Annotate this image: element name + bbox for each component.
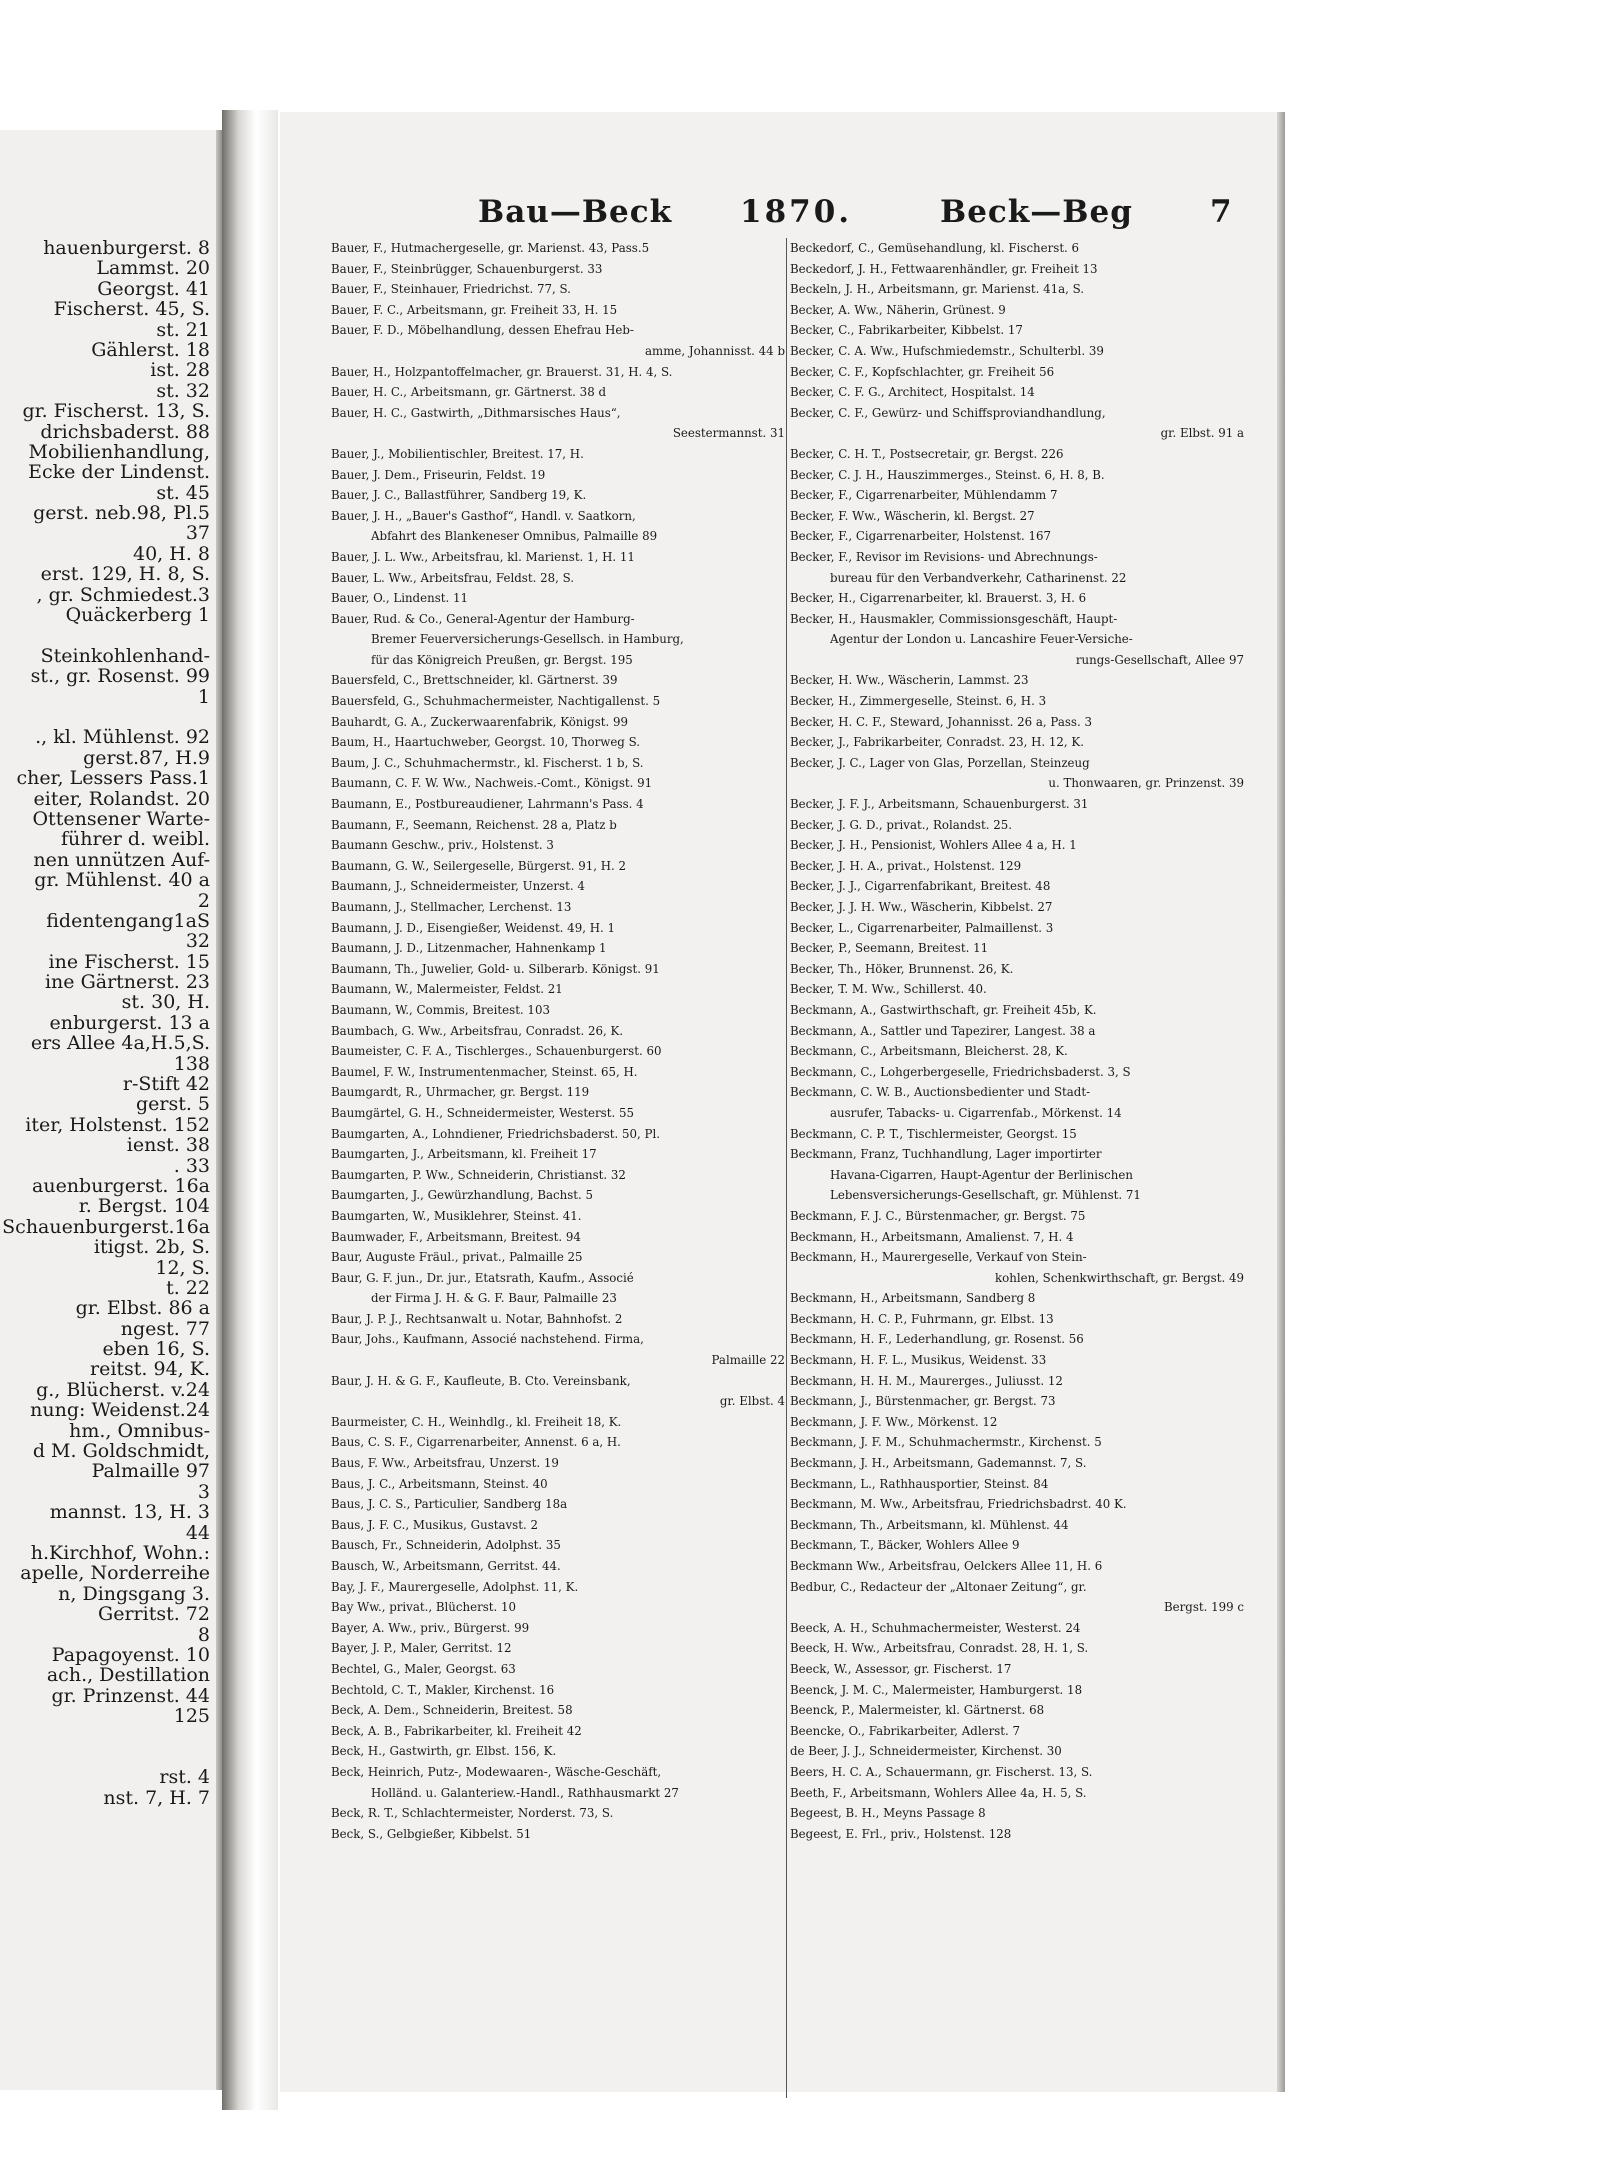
directory-entry: Beckmann, L., Rathhausportier, Steinst. 84 — [790, 1476, 1049, 1491]
previous-page-line: Mobilienhandlung, — [28, 440, 210, 463]
directory-entry: Baumann, J. D., Litzenmacher, Hahnenkamp 1 — [331, 941, 607, 956]
directory-entry: Becker, C. F., Gewürz- und Schiffsproviandhandlung, — [790, 405, 1106, 420]
previous-page-line: reitst. 94, K. — [90, 1358, 210, 1381]
directory-entry: Becker, C. J. H., Hauszimmerges., Steinst. 6, H. 8, B. — [790, 467, 1105, 482]
directory-entry: Begeest, B. H., Meyns Passage 8 — [790, 1806, 986, 1821]
directory-entry: Baumgarten, P. Ww., Schneiderin, Christianst. 32 — [331, 1167, 626, 1182]
previous-page-line: iter, Holstenst. 152 — [25, 1113, 210, 1136]
previous-page-line: d M. Goldschmidt, — [32, 1440, 210, 1463]
previous-page-line: ine Gärtnerst. 23 — [44, 971, 210, 994]
directory-entry: Beenck, P., Malermeister, kl. Gärtnerst. 68 — [790, 1703, 1045, 1718]
previous-page-line: st. 32 — [156, 379, 210, 402]
directory-entry: Becker, C. H. T., Postsecretair, gr. Bergst. 226 — [790, 446, 1064, 461]
directory-entry-continuation: Bergst. 199 c — [1163, 1600, 1244, 1615]
directory-entry: Baus, C. S. F., Cigarrenarbeiter, Annenst. 6 a, H. — [331, 1435, 621, 1450]
directory-entry: Becker, J. H., Pensionist, Wohlers Allee 4 a, H. 1 — [790, 838, 1077, 853]
directory-entry: Becker, J. F. J., Arbeitsmann, Schauenburgerst. 31 — [790, 797, 1089, 812]
directory-entry: Becker, T. M. Ww., Schillerst. 40. — [790, 982, 987, 997]
previous-page-line: nen unnützen Auf- — [33, 848, 210, 871]
directory-entry: Baur, Johs., Kaufmann, Associé nachstehend. Firma, — [331, 1332, 644, 1347]
previous-page-line: 125 — [173, 1705, 210, 1728]
directory-entry: Becker, C., Fabrikarbeiter, Kibbelst. 17 — [790, 323, 1023, 338]
previous-page-line: 32 — [185, 930, 210, 953]
directory-entry: Bauer, F., Steinbrügger, Schauenburgerst. 33 — [331, 261, 603, 276]
previous-page-line: st. 45 — [156, 481, 210, 504]
directory-entry: Beck, S., Gelbgießer, Kibbelst. 51 — [331, 1826, 532, 1841]
directory-entry: Becker, H., Hausmakler, Commissionsgeschäft, Haupt- — [790, 611, 1118, 626]
previous-page-line: ., kl. Mühlenst. 92 — [35, 726, 210, 749]
previous-page-line: 44 — [185, 1521, 210, 1544]
header-left-range: Bau—Beck — [478, 194, 673, 230]
directory-entry: Becker, A. Ww., Näherin, Grünest. 9 — [790, 302, 1006, 317]
directory-entry: Bay, J. F., Maurergeselle, Adolphst. 11, K. — [331, 1579, 579, 1594]
previous-page-line: Ottensener Warte- — [32, 807, 210, 830]
previous-page-line: ine Fischerst. 15 — [48, 950, 210, 973]
directory-entry: Baumann, W., Commis, Breitest. 103 — [331, 1002, 550, 1017]
directory-entry: Becker, F., Cigarrenarbeiter, Holstenst. 167 — [790, 529, 1051, 544]
previous-page-line: ach., Destillation — [46, 1664, 210, 1687]
directory-entry: Beckmann, J. F. M., Schuhmachermstr., Kirchenst. 5 — [790, 1435, 1102, 1450]
directory-entry: Bauer, J. L. Ww., Arbeitsfrau, kl. Marienst. 1, H. 11 — [331, 549, 635, 564]
directory-entry: Becker, C. F. G., Architect, Hospitalst. 14 — [790, 385, 1035, 400]
directory-entry-continuation: Holländ. u. Galanteriew.-Handl., Rathhausmarkt 27 — [371, 1785, 679, 1800]
directory-entry: Bauer, F., Steinhauer, Friedrichst. 77, S. — [331, 282, 571, 297]
previous-page-line: ngest. 77 — [120, 1317, 210, 1340]
previous-page-line: Gerritst. 72 — [98, 1603, 210, 1626]
previous-page-line: 40, H. 8 — [133, 542, 210, 565]
previous-page-line: Palmaille 97 — [91, 1460, 210, 1483]
directory-entry: Beckmann, H., Arbeitsmann, Amalienst. 7, H. 4 — [790, 1229, 1074, 1244]
previous-page-line: Fischerst. 45, S. — [53, 298, 210, 321]
directory-entry: Beckedorf, C., Gemüsehandlung, kl. Fischerst. 6 — [790, 241, 1080, 255]
directory-entry: Becker, J. J., Cigarrenfabrikant, Breitest. 48 — [790, 879, 1051, 894]
directory-entry-continuation: Seestermannst. 31 — [672, 426, 785, 441]
previous-page-line — [0, 625, 210, 645]
directory-entry: Becker, H., Zimmergeselle, Steinst. 6, H. 3 — [790, 694, 1047, 709]
directory-entry: Becker, F. Ww., Wäscherin, kl. Bergst. 27 — [790, 508, 1035, 523]
directory-entry: Baur, J. P. J., Rechtsanwalt u. Notar, Bahnhofst. 2 — [331, 1311, 623, 1326]
previous-page-line: ers Allee 4a,H.5,S. — [30, 1032, 210, 1055]
previous-page-line: Schauenburgerst.16a — [2, 1215, 210, 1238]
previous-page-line: h.Kirchhof, Wohn.: — [30, 1542, 210, 1564]
previous-page-line: drichsbaderst. 88 — [40, 420, 210, 443]
directory-entry-continuation: kohlen, Schenkwirthschaft, gr. Bergst. 49 — [994, 1270, 1244, 1285]
previous-page-line: rst. 4 — [159, 1766, 210, 1789]
directory-entry-continuation: für das Königreich Preußen, gr. Bergst. 195 — [371, 652, 633, 667]
previous-page-line: gerst. neb.98, Pl.5 — [33, 502, 210, 525]
directory-entry: Baumgarten, J., Gewürzhandlung, Bachst. 5 — [331, 1188, 594, 1203]
directory-entry-continuation: rungs-Gesellschaft, Allee 97 — [1075, 652, 1244, 667]
directory-entry: Beckmann, C., Lohgerbergeselle, Friedrichsbaderst. 3, S — [790, 1064, 1131, 1079]
directory-entry: Bauer, J. H., „Bauer's Gasthof“, Handl. v. Saatkorn, — [331, 508, 636, 523]
previous-page-line: nst. 7, H. 7 — [103, 1786, 210, 1809]
directory-entry-continuation: Lebensversicherungs-Gesellschaft, gr. Mühlenst. 71 — [830, 1188, 1141, 1203]
previous-page-line: r. Bergst. 104 — [78, 1195, 210, 1218]
directory-entry-continuation: Havana-Cigarren, Haupt-Agentur der Berlinischen — [830, 1167, 1133, 1182]
directory-entry: Beckmann, A., Gastwirthschaft, gr. Freiheit 45b, K. — [790, 1002, 1097, 1017]
directory-entry: Beeck, A. H., Schuhmachermeister, Westerst. 24 — [790, 1620, 1081, 1635]
directory-entry: Beckmann, J. F. Ww., Mörkenst. 12 — [790, 1414, 998, 1429]
previous-page-line: cher, Lessers Pass.1 — [16, 767, 210, 790]
previous-page-line: gr. Mühlenst. 40 a — [34, 869, 210, 892]
directory-entry-continuation: gr. Elbst. 91 a — [1160, 426, 1244, 441]
directory-entry: Baumbach, G. Ww., Arbeitsfrau, Conradst. 26, K. — [331, 1023, 624, 1038]
directory-entry: Beck, Heinrich, Putz-, Modewaaren-, Wäsche-Geschäft, — [331, 1764, 662, 1779]
directory-entry: Beckmann, Franz, Tuchhandlung, Lager importirter — [790, 1147, 1102, 1162]
directory-entry: Beckmann, H., Maurergeselle, Verkauf von Stein- — [790, 1250, 1087, 1265]
previous-page-line: apelle, Norderreihe — [20, 1562, 210, 1585]
directory-entry: Baus, J. F. C., Musikus, Gustavst. 2 — [331, 1517, 538, 1532]
directory-entry: Bauersfeld, C., Brettschneider, kl. Gärtnerst. 39 — [331, 673, 618, 688]
directory-entry: Baur, G. F. jun., Dr. jur., Etatsrath, Kaufm., Associé — [331, 1270, 634, 1285]
header-year: 1870. — [740, 194, 853, 230]
directory-entry-continuation: Abfahrt des Blankeneser Omnibus, Palmaille 89 — [371, 529, 658, 544]
previous-page-line: g., Blücherst. v.24 — [36, 1378, 210, 1401]
directory-entry: Baumann, G. W., Seilergeselle, Bürgerst. 91, H. 2 — [331, 858, 627, 873]
directory-entry: Becker, H. C. F., Steward, Johannisst. 26 a, Pass. 3 — [790, 714, 1092, 729]
directory-entry: Beckmann, C. P. T., Tischlermeister, Georgst. 15 — [790, 1126, 1077, 1141]
directory-entry: Becker, H. Ww., Wäscherin, Lammst. 23 — [790, 673, 1029, 688]
directory-entry: Bayer, J. P., Maler, Gerritst. 12 — [331, 1641, 512, 1656]
directory-entry: Baumgärtel, G. H., Schneidermeister, Westerst. 55 — [331, 1105, 634, 1120]
directory-entry: Begeest, E. Frl., priv., Holstenst. 128 — [790, 1826, 1012, 1841]
directory-entry: Bechtold, C. T., Makler, Kirchenst. 16 — [331, 1682, 555, 1697]
directory-entry: Becker, F., Revisor im Revisions- und Abrechnungs- — [790, 549, 1098, 564]
previous-page-line: Steinkohlenhand- — [40, 644, 210, 667]
directory-entry: Beckmann, C. W. B., Auctionsbedienter und Stadt- — [790, 1085, 1091, 1100]
previous-page-line: mannst. 13, H. 3 — [49, 1501, 210, 1524]
directory-entry: Beck, H., Gastwirth, gr. Elbst. 156, K. — [331, 1744, 557, 1759]
previous-page-line — [0, 1727, 210, 1747]
previous-page-line: 1 — [197, 685, 210, 708]
directory-entry: Beeck, H. Ww., Arbeitsfrau, Conradst. 28, H. 1, S. — [790, 1641, 1089, 1656]
previous-page-line: Georgst. 41 — [97, 277, 210, 300]
directory-entry: Bauer, L. Ww., Arbeitsfrau, Feldst. 28, S. — [331, 570, 574, 585]
directory-entry: Baumann, E., Postbureaudiener, Lahrmann's Pass. 4 — [331, 797, 644, 812]
directory-entry: Beck, A. B., Fabrikarbeiter, kl. Freiheit 42 — [331, 1723, 582, 1738]
previous-page-line: 12, S. — [155, 1256, 210, 1279]
directory-entry: Baumann, F., Seemann, Reichenst. 28 a, Platz b — [331, 817, 617, 832]
previous-page-line: erst. 129, H. 8, S. — [40, 563, 210, 586]
directory-entry: Bauer, F. C., Arbeitsmann, gr. Freiheit 33, H. 15 — [331, 302, 618, 317]
page-header — [280, 194, 1240, 234]
directory-entry: Baumeister, C. F. A., Tischlerges., Schauenburgerst. 60 — [331, 1044, 662, 1059]
previous-page-line: , gr. Schmiedest.3 — [36, 583, 210, 606]
directory-entry-continuation: amme, Johannisst. 44 b — [645, 343, 785, 358]
directory-entry: Becker, H., Cigarrenarbeiter, kl. Brauerst. 3, H. 6 — [790, 591, 1087, 606]
directory-entry: Becker, C. A. Ww., Hufschmiedemstr., Schulterbl. 39 — [790, 343, 1104, 358]
directory-entry: Beck, R. T., Schlachtermeister, Norderst. 73, S. — [331, 1806, 614, 1821]
directory-entry: Bausch, Fr., Schneiderin, Adolphst. 35 — [331, 1538, 561, 1553]
directory-entry: Bauer, Rud. & Co., General-Agentur der Hamburg- — [331, 611, 635, 626]
previous-page-line: gr. Fischerst. 13, S. — [22, 400, 210, 423]
directory-entry: Becker, J. G. D., privat., Rolandst. 25. — [790, 817, 1012, 832]
directory-entry: Becker, Th., Höker, Brunnenst. 26, K. — [790, 961, 1014, 976]
previous-page-line: auenburgerst. 16a — [32, 1174, 210, 1197]
directory-entry: Bayer, A. Ww., priv., Bürgerst. 99 — [331, 1620, 530, 1635]
book-gutter — [222, 110, 278, 2110]
directory-entry: Baumgardt, R., Uhrmacher, gr. Bergst. 119 — [331, 1085, 590, 1100]
directory-entry: Beckmann, J., Bürstenmacher, gr. Bergst. 73 — [790, 1394, 1056, 1409]
directory-entry: Bauer, J. C., Ballastführer, Sandberg 19, K. — [331, 488, 587, 503]
directory-entry: Beckmann, J. H., Arbeitsmann, Gademannst. 7, S. — [790, 1456, 1087, 1471]
directory-entry: Beckmann, C., Arbeitsmann, Bleicherst. 28, K. — [790, 1044, 1068, 1059]
previous-page-line: eiter, Rolandst. 20 — [33, 787, 210, 810]
directory-entry-continuation: Agentur der London u. Lancashire Feuer-Versiche- — [830, 632, 1133, 647]
directory-entry: Beck, A. Dem., Schneiderin, Breitest. 58 — [331, 1703, 573, 1718]
directory-entry: Bauersfeld, G., Schuhmachermeister, Nachtigallenst. 5 — [331, 694, 661, 709]
previous-page-line: gr. Prinzenst. 44 — [51, 1684, 210, 1707]
directory-entry: Baumgarten, W., Musiklehrer, Steinst. 41. — [331, 1208, 582, 1223]
previous-page-line: ist. 28 — [150, 359, 210, 382]
directory-entry: Beckmann, F. J. C., Bürstenmacher, gr. Bergst. 75 — [790, 1208, 1086, 1223]
previous-page-line: hm., Omnibus- — [69, 1419, 210, 1442]
previous-page-line: st. 21 — [156, 318, 210, 341]
directory-entry: Bauer, O., Lindenst. 11 — [331, 591, 468, 606]
directory-entry: Baus, J. C., Arbeitsmann, Steinst. 40 — [331, 1476, 548, 1491]
directory-entry: Baus, J. C. S., Particulier, Sandberg 18a — [331, 1497, 568, 1512]
previous-page-line: 138 — [173, 1052, 210, 1075]
directory-entry: Baumann, J., Stellmacher, Lerchenst. 13 — [331, 900, 572, 914]
directory-entry: Bauer, H., Holzpantoffelmacher, gr. Brauerst. 31, H. 4, S. — [331, 364, 673, 379]
directory-entry: Bechtel, G., Maler, Georgst. 63 — [331, 1661, 516, 1676]
directory-entry: Bedbur, C., Redacteur der „Altonaer Zeitung“, gr. — [790, 1579, 1087, 1594]
right-column — [790, 238, 1246, 1844]
directory-entry: Beeth, F., Arbeitsmann, Wohlers Allee 4a, H. 5, S. — [790, 1785, 1087, 1800]
previous-page-line: itigst. 2b, S. — [93, 1236, 210, 1259]
directory-entry: Baum, H., Haartuchweber, Georgst. 10, Thorweg S. — [331, 735, 641, 750]
directory-entry: Beckeln, J. H., Arbeitsmann, gr. Marienst. 41a, S. — [790, 282, 1085, 297]
directory-entry: Baur, Auguste Fräul., privat., Palmaille 25 — [331, 1250, 583, 1265]
previous-page-line: Ecke der Lindenst. — [28, 461, 210, 484]
previous-page-line: t. 22 — [166, 1276, 210, 1299]
directory-entry: Baumwader, F., Arbeitsmann, Breitest. 94 — [331, 1229, 581, 1244]
directory-entry: Baumann, C. F. W. Ww., Nachweis.-Comt., Königst. 91 — [331, 776, 653, 791]
directory-entry: Bauer, H. C., Gastwirth, „Dithmarsisches Haus“, — [331, 405, 621, 420]
previous-page-line: nung: Weidenst.24 — [30, 1399, 210, 1422]
previous-page-line: . 33 — [173, 1154, 210, 1177]
page-right-edge — [1277, 112, 1285, 2092]
previous-page-line: gerst.87, H.9 — [83, 746, 210, 769]
directory-entry: Beers, H. C. A., Schauermann, gr. Fischerst. 13, S. — [790, 1764, 1093, 1779]
directory-entry: Beckmann, Th., Arbeitsmann, kl. Mühlenst. 44 — [790, 1517, 1069, 1532]
directory-entry: Baumann, W., Malermeister, Feldst. 21 — [331, 982, 563, 997]
previous-page-line — [0, 707, 210, 727]
directory-entry-continuation: bureau für den Verbandverkehr, Catharinenst. 22 — [830, 570, 1127, 585]
directory-entry: Bauer, F. D., Möbelhandlung, dessen Ehefrau Heb- — [331, 323, 634, 338]
directory-entry: Bausch, W., Arbeitsmann, Gerritst. 44. — [331, 1559, 561, 1573]
previous-page-line: 3 — [197, 1480, 210, 1503]
previous-page-line: 2 — [197, 889, 210, 912]
directory-entry: Beckmann, H., Arbeitsmann, Sandberg 8 — [790, 1291, 1036, 1306]
previous-page-line: gr. Elbst. 86 a — [75, 1297, 210, 1320]
directory-entry: Becker, P., Seemann, Breitest. 11 — [790, 941, 989, 956]
previous-page-line: eben 16, S. — [102, 1338, 210, 1361]
previous-page-lines — [0, 238, 210, 1808]
directory-entry: Becker, J. J. H. Ww., Wäscherin, Kibbelst. 27 — [790, 900, 1053, 914]
directory-entry: Becker, J. C., Lager von Glas, Porzellan, Steinzeug — [790, 755, 1090, 770]
previous-page-line: r-Stift 42 — [122, 1073, 210, 1096]
previous-page-line: enburgerst. 13 a — [49, 1011, 210, 1034]
directory-entry: Baumann Geschw., priv., Holstenst. 3 — [331, 838, 554, 853]
directory-entry: Beckmann, T., Bäcker, Wohlers Allee 9 — [790, 1538, 1020, 1553]
directory-entry: Baus, F. Ww., Arbeitsfrau, Unzerst. 19 — [331, 1456, 559, 1471]
directory-entry: Beckmann, A., Sattler und Tapezirer, Langest. 38 a — [790, 1023, 1096, 1038]
directory-entry: Baur, J. H. & G. F., Kaufleute, B. Cto. Vereinsbank, — [331, 1373, 631, 1388]
directory-entry: Bauer, J., Mobilientischler, Breitest. 17, H. — [331, 446, 584, 461]
directory-entry: Becker, J. H. A., privat., Holstenst. 129 — [790, 858, 1022, 873]
previous-page-line: Papagoyenst. 10 — [51, 1643, 210, 1666]
directory-entry: Baumgarten, J., Arbeitsmann, kl. Freiheit 17 — [331, 1147, 597, 1162]
previous-page-line: 37 — [185, 522, 210, 545]
directory-entry: Beeck, W., Assessor, gr. Fischerst. 17 — [790, 1661, 1012, 1676]
previous-page-line: fidentengang1aS — [46, 909, 210, 932]
previous-page-line: ienst. 38 — [126, 1134, 210, 1157]
directory-entry-continuation: Bremer Feuerversicherungs-Gesellsch. in Hamburg, — [371, 632, 684, 647]
previous-page-line: gerst. 5 — [135, 1093, 210, 1116]
directory-entry: Baumel, F. W., Instrumentenmacher, Steinst. 65, H. — [331, 1064, 638, 1079]
previous-page-line: Quäckerberg 1 — [65, 604, 210, 627]
directory-entry-continuation: Palmaille 22 — [711, 1353, 785, 1368]
directory-entry: Bay Ww., privat., Blücherst. 10 — [331, 1600, 517, 1615]
directory-entry: Baumgarten, A., Lohndiener, Friedrichsbaderst. 50, Pl. — [331, 1126, 660, 1141]
directory-entry-continuation: der Firma J. H. & G. F. Baur, Palmaille 23 — [371, 1291, 617, 1306]
directory-entry: Baum, J. C., Schuhmachermstr., kl. Fischerst. 1 b, S. — [331, 755, 644, 770]
column-divider — [786, 238, 787, 2098]
directory-entry: Beckmann, H. C. P., Fuhrmann, gr. Elbst. 13 — [790, 1311, 1054, 1326]
directory-entry: Beckmann, H. H. M., Maurerges., Juliusst. 12 — [790, 1373, 1063, 1388]
directory-entry-continuation: u. Thonwaaren, gr. Prinzenst. 39 — [1048, 776, 1244, 791]
previous-page-line: st. 30, H. — [121, 991, 210, 1014]
directory-entry: Becker, L., Cigarrenarbeiter, Palmaillenst. 3 — [790, 920, 1054, 935]
directory-entry: Becker, F., Cigarrenarbeiter, Mühlendamm 7 — [790, 488, 1058, 503]
directory-entry: Baumann, J. D., Eisengießer, Weidenst. 49, H. 1 — [331, 920, 615, 935]
previous-page-line: führer d. weibl. — [60, 828, 210, 851]
previous-page-line: 8 — [197, 1623, 210, 1646]
header-right-range: Beck—Beg — [940, 194, 1133, 230]
directory-entry: de Beer, J. J., Schneidermeister, Kirchenst. 30 — [790, 1744, 1062, 1759]
directory-entry: Beenck, J. M. C., Malermeister, Hamburgerst. 18 — [790, 1682, 1083, 1697]
previous-page-line: Gählerst. 18 — [91, 338, 210, 361]
directory-entry: Baurmeister, C. H., Weinhdlg., kl. Freiheit 18, K. — [331, 1414, 622, 1429]
previous-page-line: n, Dingsgang 3. — [58, 1582, 210, 1605]
directory-entry: Bauer, H. C., Arbeitsmann, gr. Gärtnerst. 38 d — [331, 385, 606, 400]
directory-entry: Beckmann, H. F. L., Musikus, Weidenst. 33 — [790, 1353, 1047, 1368]
directory-page — [280, 112, 1285, 2092]
directory-entry: Beckmann Ww., Arbeitsfrau, Oelckers Allee 11, H. 6 — [790, 1559, 1103, 1573]
directory-entry: Bauer, J. Dem., Friseurin, Feldst. 19 — [331, 467, 546, 482]
directory-entry: Beencke, O., Fabrikarbeiter, Adlerst. 7 — [790, 1723, 1021, 1738]
left-column — [331, 238, 787, 1844]
directory-entry: Bauer, F., Hutmachergeselle, gr. Marienst. 43, Pass.5 — [331, 241, 650, 255]
directory-entry: Becker, C. F., Kopfschlachter, gr. Freiheit 56 — [790, 364, 1055, 379]
previous-page-line — [0, 1747, 210, 1767]
directory-entry-continuation: gr. Elbst. 4 — [719, 1394, 785, 1409]
page-number: 7 — [1210, 194, 1233, 230]
directory-entry: Beckmann, M. Ww., Arbeitsfrau, Friedrichsbadrst. 40 K. — [790, 1497, 1127, 1512]
directory-entry: Baumann, Th., Juwelier, Gold- u. Silberarb. Königst. 91 — [331, 961, 660, 976]
previous-page-line: hauenburgerst. 8 — [43, 237, 210, 259]
directory-entry: Beckedorf, J. H., Fettwaarenhändler, gr. Freiheit 13 — [790, 261, 1098, 276]
directory-entry: Bauhardt, G. A., Zuckerwaarenfabrik, Königst. 99 — [331, 714, 629, 729]
previous-page-line: Lammst. 20 — [96, 257, 210, 280]
directory-entry: Beckmann, H. F., Lederhandlung, gr. Rosenst. 56 — [790, 1332, 1084, 1347]
previous-page-fragment — [0, 130, 222, 2090]
directory-entry-continuation: ausrufer, Tabacks- u. Cigarrenfab., Mörkenst. 14 — [830, 1105, 1122, 1120]
directory-entry: Becker, J., Fabrikarbeiter, Conradst. 23, H. 12, K. — [790, 735, 1084, 750]
previous-page-line: st., gr. Rosenst. 99 — [30, 665, 210, 688]
directory-entry: Baumann, J., Schneidermeister, Unzerst. 4 — [331, 879, 585, 894]
